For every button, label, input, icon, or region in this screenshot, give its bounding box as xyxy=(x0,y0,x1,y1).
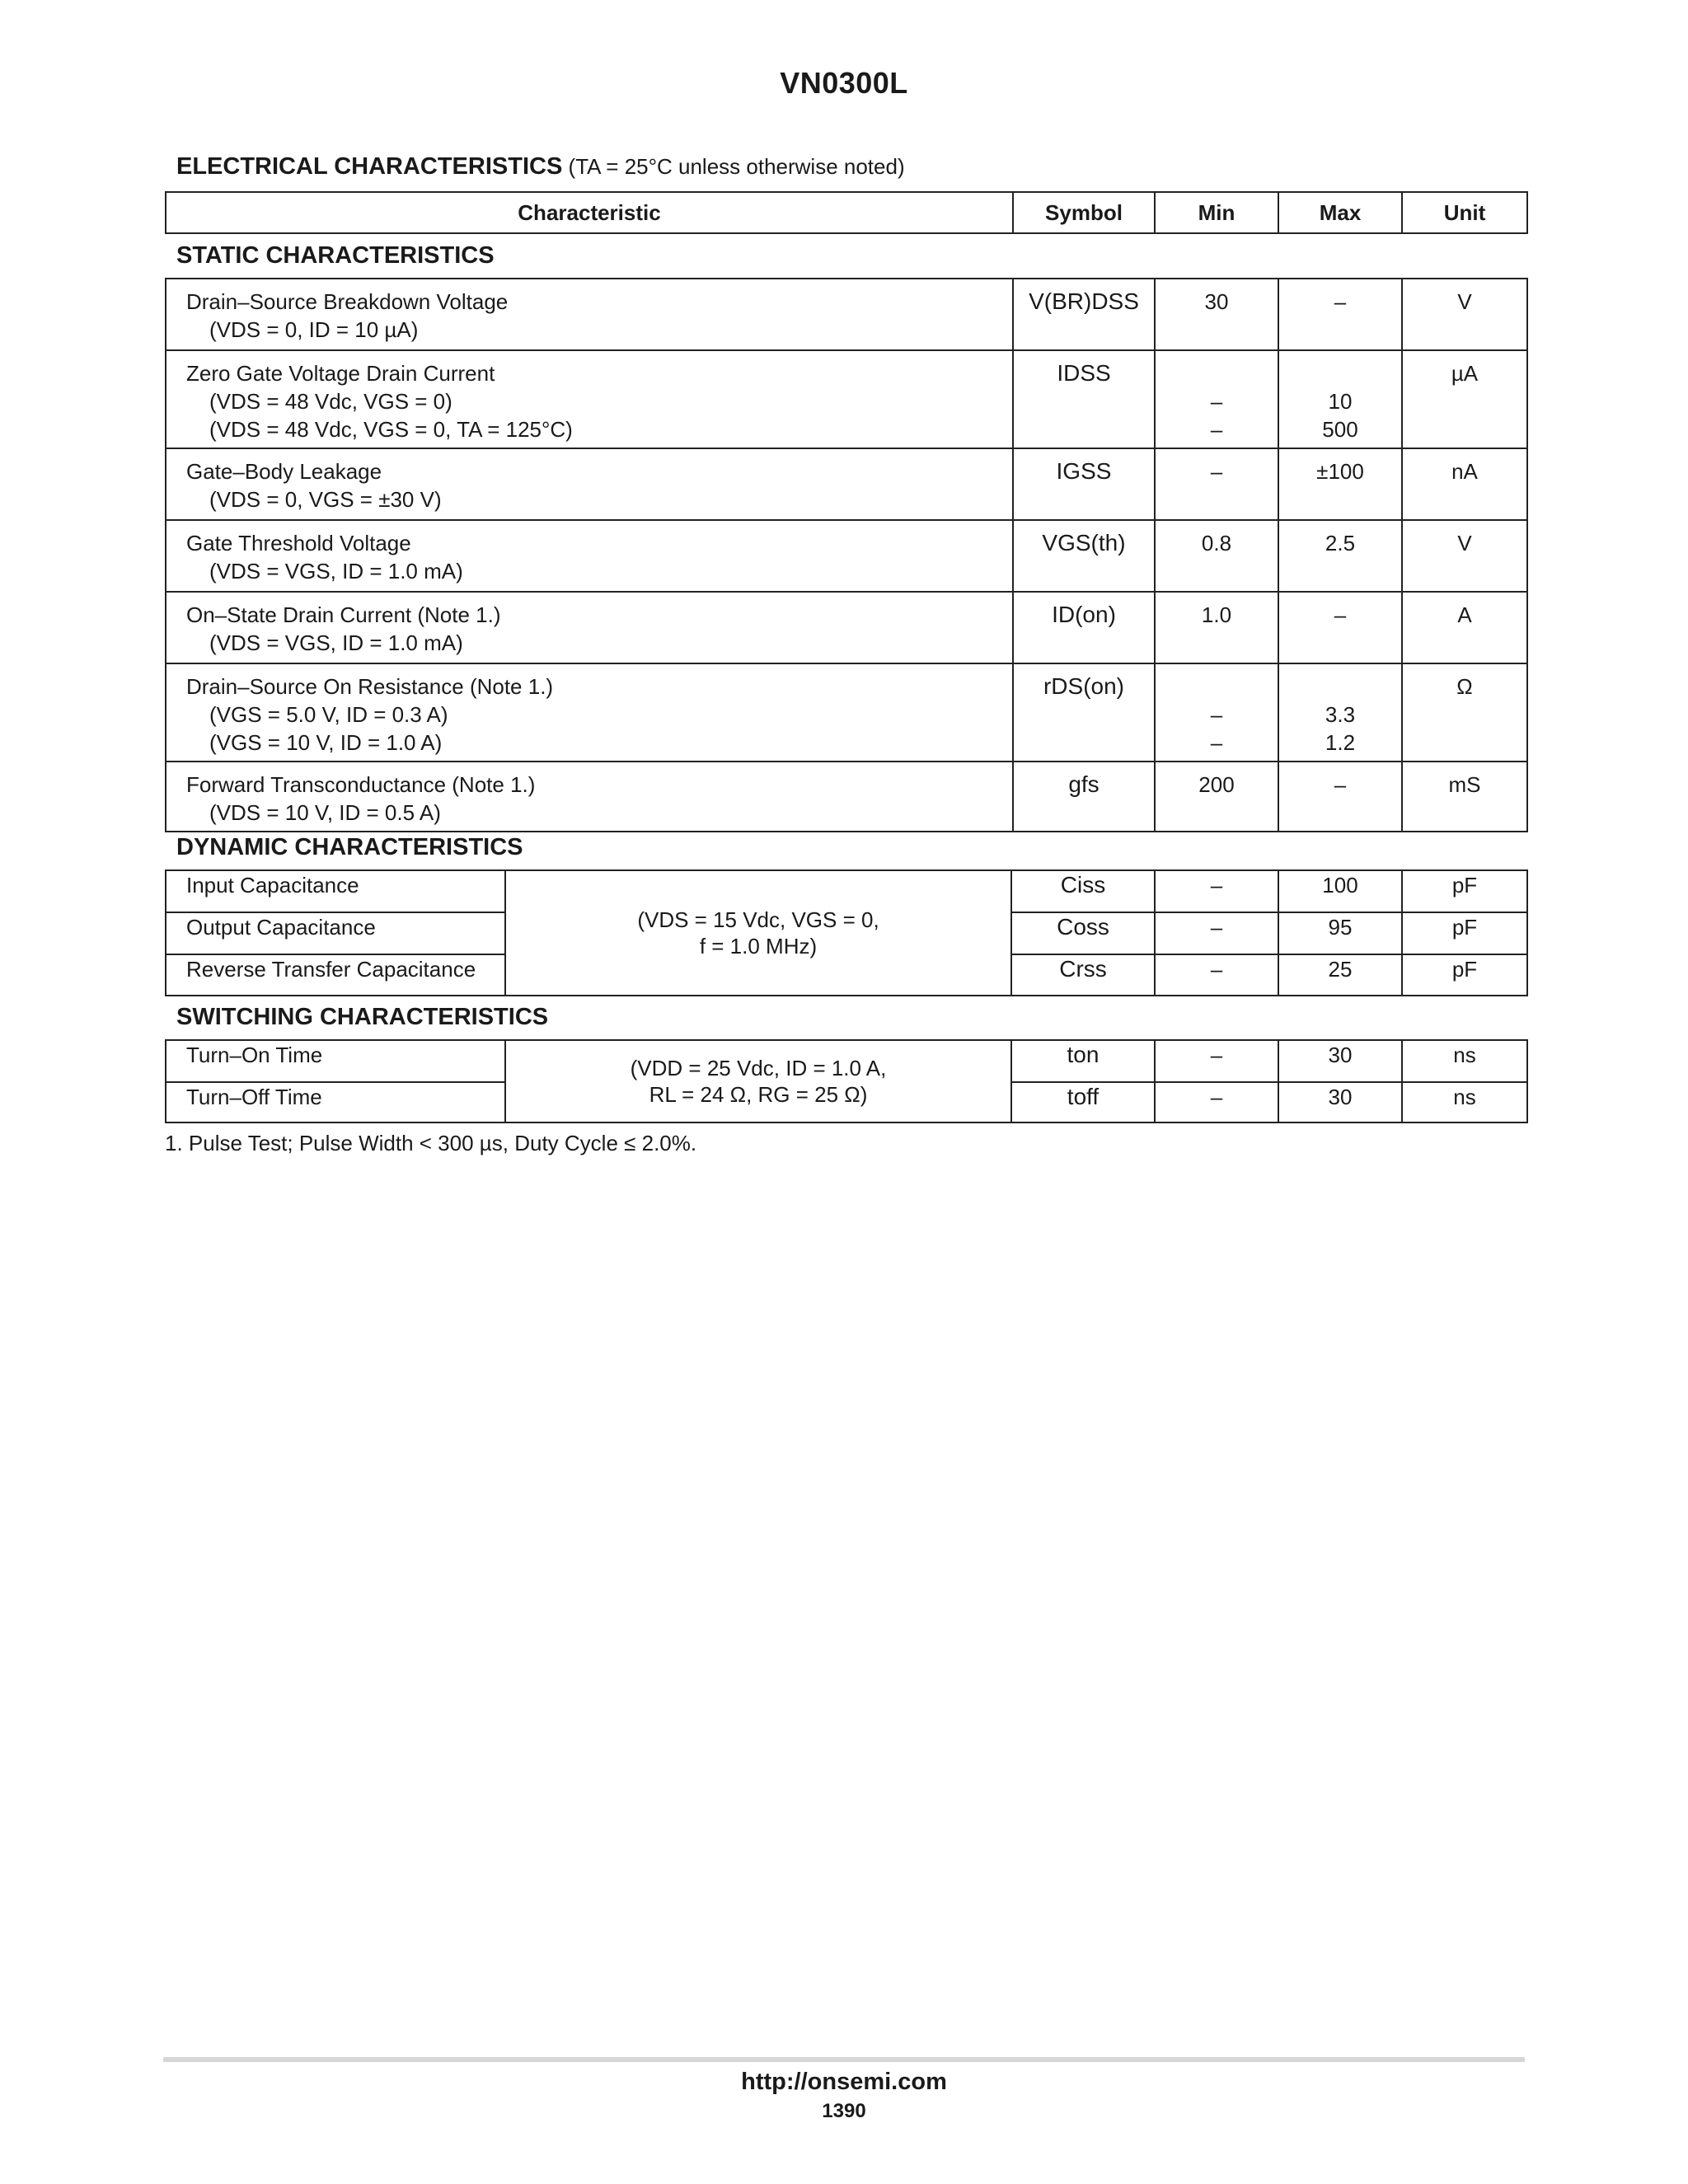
table-row xyxy=(166,870,1527,912)
min-cell: – xyxy=(1155,954,1278,996)
symbol-cell: IDSS xyxy=(1013,350,1155,448)
footnote: 1. Pulse Test; Pulse Width < 300 µs, Duty Cycle ≤ 2.0%. xyxy=(165,1131,697,1155)
max-cell: 3.3 1.2 xyxy=(1278,663,1402,762)
characteristic-cell: Drain–Source Breakdown Voltage (VDS = 0, ID = 10 µA) xyxy=(166,279,1013,350)
min-cell: – xyxy=(1155,1040,1278,1082)
max-cell: 30 xyxy=(1278,1040,1402,1082)
symbol-cell: Coss xyxy=(1011,912,1155,954)
unit-cell: pF xyxy=(1402,954,1527,996)
min-cell: 30 xyxy=(1155,279,1278,350)
symbol-cell: Ciss xyxy=(1011,870,1155,912)
min-cell: – – xyxy=(1155,350,1278,448)
symbol-cell: IGSS xyxy=(1013,448,1155,520)
table-row xyxy=(166,520,1527,592)
unit-cell: µA xyxy=(1402,350,1527,448)
switching-characteristics-table xyxy=(165,1039,1528,1123)
unit-cell: mS xyxy=(1402,762,1527,832)
characteristic-cell: Turn–Off Time xyxy=(166,1082,505,1122)
column-header-min: Min xyxy=(1155,192,1278,233)
table-row xyxy=(166,762,1527,832)
table-row xyxy=(166,1040,1527,1082)
max-cell: 100 xyxy=(1278,870,1402,912)
symbol-cell: rDS(on) xyxy=(1013,663,1155,762)
characteristic-cell: Gate Threshold Voltage (VDS = VGS, ID = 1.0 mA) xyxy=(166,520,1013,592)
section-dynamic-label: DYNAMIC CHARACTERISTICS xyxy=(176,834,523,860)
heading-title: ELECTRICAL CHARACTERISTICS xyxy=(176,153,563,180)
test-condition-cell: (VDD = 25 Vdc, ID = 1.0 A, RL = 24 Ω, RG = 25 Ω) xyxy=(505,1040,1011,1122)
electrical-characteristics-heading xyxy=(176,153,905,180)
footer-divider xyxy=(163,2057,1525,2062)
characteristic-cell: Gate–Body Leakage (VDS = 0, VGS = ±30 V) xyxy=(166,448,1013,520)
characteristic-cell: Drain–Source On Resistance (Note 1.) (VGS = 5.0 V, ID = 0.3 A) (VGS = 10 V, ID = 1.0 A) xyxy=(166,663,1013,762)
column-header-max: Max xyxy=(1278,192,1402,233)
max-cell: – xyxy=(1278,762,1402,832)
characteristic-cell: Turn–On Time xyxy=(166,1040,505,1082)
max-cell: 25 xyxy=(1278,954,1402,996)
min-cell: 0.8 xyxy=(1155,520,1278,592)
unit-cell: pF xyxy=(1402,870,1527,912)
min-cell: 200 xyxy=(1155,762,1278,832)
table-row xyxy=(166,448,1527,520)
column-header-unit: Unit xyxy=(1402,192,1527,233)
table-row xyxy=(166,350,1527,448)
column-header-symbol: Symbol xyxy=(1013,192,1155,233)
dynamic-characteristics-table xyxy=(165,869,1528,996)
symbol-cell: V(BR)DSS xyxy=(1013,279,1155,350)
symbol-cell: ID(on) xyxy=(1013,592,1155,663)
characteristic-cell: Input Capacitance xyxy=(166,870,505,912)
symbol-cell: VGS(th) xyxy=(1013,520,1155,592)
characteristic-cell: Reverse Transfer Capacitance xyxy=(166,954,505,996)
unit-cell: V xyxy=(1402,279,1527,350)
min-cell: – xyxy=(1155,912,1278,954)
footer-url-link[interactable]: http://onsemi.com xyxy=(741,2069,947,2095)
max-cell: – xyxy=(1278,279,1402,350)
characteristic-cell: Zero Gate Voltage Drain Current (VDS = 48 Vdc, VGS = 0) (VDS = 48 Vdc, VGS = 0, TA = 125°C) xyxy=(166,350,1013,448)
static-characteristics-table xyxy=(165,278,1528,832)
min-cell: – – xyxy=(1155,663,1278,762)
section-switching-label: SWITCHING CHARACTERISTICS xyxy=(176,1004,549,1030)
unit-cell: A xyxy=(1402,592,1527,663)
heading-condition: (TA = 25°C unless otherwise noted) xyxy=(568,154,905,179)
min-cell: – xyxy=(1155,870,1278,912)
max-cell: – xyxy=(1278,592,1402,663)
column-header-table xyxy=(165,191,1528,234)
part-number-title: VN0300L xyxy=(780,66,908,100)
unit-cell: V xyxy=(1402,520,1527,592)
max-cell: 30 xyxy=(1278,1082,1402,1122)
characteristic-cell: Forward Transconductance (Note 1.) (VDS = 10 V, ID = 0.5 A) xyxy=(166,762,1013,832)
max-cell: 2.5 xyxy=(1278,520,1402,592)
unit-cell: Ω xyxy=(1402,663,1527,762)
unit-cell: ns xyxy=(1402,1082,1527,1122)
unit-cell: ns xyxy=(1402,1040,1527,1082)
characteristic-cell: Output Capacitance xyxy=(166,912,505,954)
table-row xyxy=(166,279,1527,350)
min-cell: – xyxy=(1155,1082,1278,1122)
column-header-characteristic: Characteristic xyxy=(166,192,1013,233)
unit-cell: pF xyxy=(1402,912,1527,954)
characteristic-cell: On–State Drain Current (Note 1.) (VDS = VGS, ID = 1.0 mA) xyxy=(166,592,1013,663)
symbol-cell: toff xyxy=(1011,1082,1155,1122)
max-cell: 10 500 xyxy=(1278,350,1402,448)
symbol-cell: ton xyxy=(1011,1040,1155,1082)
unit-cell: nA xyxy=(1402,448,1527,520)
symbol-cell: gfs xyxy=(1013,762,1155,832)
table-row xyxy=(166,663,1527,762)
max-cell: ±100 xyxy=(1278,448,1402,520)
table-row xyxy=(166,592,1527,663)
min-cell: 1.0 xyxy=(1155,592,1278,663)
section-static-label: STATIC CHARACTERISTICS xyxy=(176,242,495,269)
page-number: 1390 xyxy=(822,2100,866,2122)
symbol-cell: Crss xyxy=(1011,954,1155,996)
min-cell: – xyxy=(1155,448,1278,520)
test-condition-cell: (VDS = 15 Vdc, VGS = 0, f = 1.0 MHz) xyxy=(505,870,1011,996)
max-cell: 95 xyxy=(1278,912,1402,954)
